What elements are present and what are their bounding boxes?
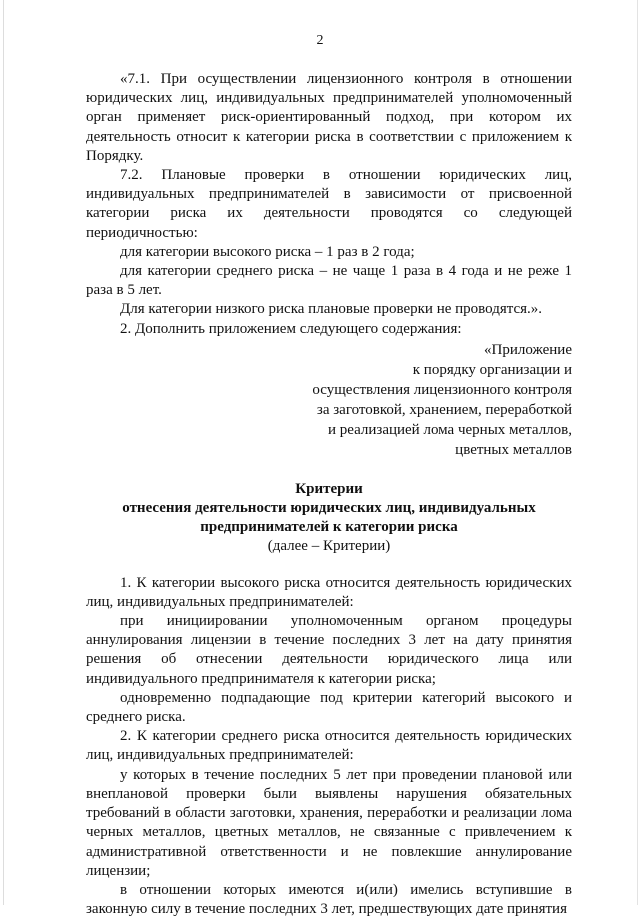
annex-line: и реализацией лома черных металлов, — [327, 421, 572, 438]
paragraph-item-2: 2. Дополнить приложением следующего содержания: — [120, 320, 462, 337]
paragraph-high-risk-period: для категории высокого риска – 1 раз в 2 года; — [120, 243, 415, 260]
annex-heading — [86, 340, 572, 460]
annex-line: за заготовкой, хранением, переработкой — [316, 401, 572, 418]
annex-line: цветных металлов — [455, 441, 572, 458]
paragraph-court-rulings: в отношении которых имеются и(или) имелись вступившие в законную силу в течение последних 3 лет, предшествующих дате принятия — [86, 881, 572, 918]
page-number: 2 — [316, 33, 324, 48]
criteria-subtitle-line: предпринимателей к категории риска — [200, 519, 458, 536]
criteria-title: Критерии — [295, 480, 363, 497]
paragraph-medium-risk-period: для категории среднего риска – не чаще 1 раза в 4 года и не реже 1 раза в 5 лет. — [86, 263, 572, 299]
paragraph-low-risk-period: Для категории низкого риска плановые проверки не проводятся.». — [120, 301, 543, 318]
annex-line: к порядку организации и — [412, 361, 572, 378]
paragraph-license-annulment: при инициировании уполномоченным органом процедуры аннулирования лицензии в течение последних 3 лет на дату принятия решения об отнесении деятельности юридического лица или индивидуального предпринимателя к категории риска; — [86, 613, 572, 687]
paragraph-both-categories: одновременно подпадающие под критерии категорий высокого и среднего риска. — [86, 689, 572, 726]
paragraph-7-1: «7.1. При осуществлении лицензионного контроля в отношении юридических лиц, индивидуальных предпринимателей уполномоченный орган применяет риск-ориентированный подход, при котором их деятельность относит к категории риска в соответствии с приложением к Порядку. — [86, 71, 572, 164]
criteria-heading — [86, 480, 572, 557]
paragraph-criteria-1: 1. К категории высокого риска относится деятельность юридических лиц, индивидуальных предпринимателей: — [86, 574, 572, 610]
scan-edge-right — [637, 0, 638, 905]
document-body — [86, 70, 572, 919]
paragraph-7-2: 7.2. Плановые проверки в отношении юридических лиц, индивидуальных предпринимателей в зависимости от присвоенной категории риска их деятельности проводятся со следующей периодичностью: — [86, 167, 572, 241]
criteria-subtitle-line: отнесения деятельности юридических лиц, индивидуальных — [122, 500, 536, 517]
paragraph-violations: у которых в течение последних 5 лет при проведении плановой или внеплановой проверки были выявлены нарушения обязательных требований в области заготовки, хранения, переработки и реализации лома черных металлов, цветных металлов, не связанные с привлечением к административной ответственности и не повлекшие аннулирование лицензии; — [86, 766, 572, 879]
annex-line: «Приложение — [483, 341, 572, 358]
paragraph-criteria-2: 2. К категории среднего риска относится деятельность юридических лиц, индивидуальных предпринимателей: — [86, 728, 572, 764]
scan-edge-left — [3, 0, 4, 905]
criteria-note: (далее – Критерии) — [267, 538, 391, 555]
annex-line: осуществления лицензионного контроля — [312, 381, 572, 398]
spacer — [86, 557, 572, 574]
